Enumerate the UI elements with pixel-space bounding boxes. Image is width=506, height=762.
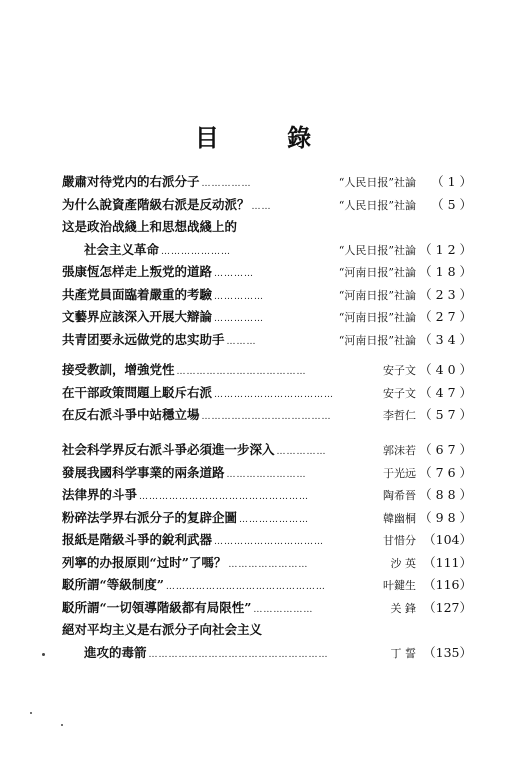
toc-leader-dots: ……: [251, 201, 272, 212]
toc-leader-dots: ………: [226, 336, 257, 347]
toc-entry-title: 共產党員面臨着嚴重的考驗: [62, 286, 213, 302]
toc-entry-title: 在干部政策問題上駁斥右派: [62, 384, 213, 400]
toc-leader-dots: ……………: [214, 314, 265, 324]
toc-entry: [62, 383, 472, 406]
toc-entry-page: （ 4 7 ）: [419, 384, 472, 400]
toc-entry-title: 進攻的毒箭: [84, 644, 147, 660]
toc-entry: [62, 285, 472, 308]
toc-entry-page: （ 9 8 ）: [419, 509, 472, 525]
toc-entry-page: （127）: [423, 599, 472, 615]
toc-entry-page: （ 4 0 ）: [419, 362, 472, 377]
toc-entry-page: （ 1 8 ）: [419, 264, 472, 279]
toc-entry-page: （104）: [423, 532, 472, 547]
toc-leader-dots: …………………: [161, 246, 232, 257]
toc-entry: [62, 463, 472, 486]
toc-entry-title: 为什么說資產階級右派是反动派？: [62, 196, 250, 212]
toc-leader-dots: ……………: [214, 291, 265, 302]
toc-entry-page: （ 3 4 ）: [419, 331, 472, 347]
toc-entry-page: （ 2 3 ）: [419, 286, 472, 302]
toc-entry-source: “河南日报”社論: [338, 266, 416, 279]
toc-section-articles: [62, 440, 472, 665]
toc-entry-title: 社会主义革命: [84, 241, 160, 257]
toc-entry-title: 發展我國科学事業的兩条道路: [62, 464, 225, 480]
toc-entry-title: 嚴肅对待党内的右派分子: [62, 174, 200, 189]
toc-entry: [62, 262, 472, 285]
toc-entry-source: 李哲仁: [383, 409, 416, 422]
toc-entry-source: 安子文: [383, 364, 416, 377]
toc-leader-dots: …………………: [239, 514, 310, 525]
toc-leader-dots: ………………………………………………: [148, 649, 329, 660]
toc-entry-title: 在反右派斗爭中站穩立場: [62, 407, 200, 422]
toc-leader-dots: ………………: [253, 604, 314, 615]
toc-entry-page: （ 2 7 ）: [419, 309, 472, 324]
toc-entry-source: 丁 誓: [390, 646, 416, 660]
toc-leader-dots: ……………: [276, 447, 327, 457]
toc-entry-page: （135）: [423, 644, 472, 660]
toc-entry-title: 社会科学界反右派斗爭必須進一步深入: [62, 442, 275, 457]
toc-entry-source: 沙 英: [390, 556, 416, 570]
toc-entry-title: 接受教訓，增強党性: [62, 362, 175, 377]
toc-leader-dots: …………………………………………: [165, 582, 326, 592]
toc-leader-dots: ……………………: [226, 469, 307, 480]
toc-entry-page: （ 1 2 ）: [419, 241, 472, 257]
toc-entry-source: “河南日报”社論: [338, 288, 416, 302]
toc-entry-page: （ 5 7 ）: [419, 407, 472, 422]
toc-entry-source: 于光远: [383, 466, 416, 480]
toc-entry: [62, 508, 472, 531]
toc-entry: [62, 405, 472, 428]
toc-entry: [62, 598, 472, 621]
toc-entry: [62, 485, 472, 508]
toc-leader-dots: ……………: [201, 179, 252, 189]
toc-entry-source: “河南日报”社論: [338, 311, 416, 324]
toc-entry: [62, 195, 472, 218]
toc-entry: [62, 440, 472, 463]
toc-entry-title: 文藝界应該深入开展大辯論: [62, 309, 213, 324]
toc-leader-dots: ……………………………………………: [139, 492, 310, 502]
toc-leader-dots: ……………………: [228, 559, 309, 570]
toc-entry: [62, 553, 472, 576]
toc-entry-page: （ 5 ）: [431, 196, 472, 212]
toc-entry: [62, 307, 472, 330]
toc-entry-source: “人民日报”社論: [338, 176, 416, 189]
toc-entry-source: 关 鋒: [390, 601, 416, 615]
toc-entry-source: “河南日报”社論: [338, 333, 416, 347]
page-title: 目 錄: [194, 123, 342, 152]
toc-entry: [62, 240, 472, 263]
toc-entry: [62, 643, 472, 666]
toc-entry-page: （ 7 6 ）: [419, 464, 472, 480]
toc-section-editorials: [62, 172, 472, 352]
toc-entry-source: “人民日报”社論: [338, 198, 416, 212]
toc-entry: [62, 575, 472, 598]
toc-entry-title: 絕对平均主义是右派分子向社会主义: [62, 622, 263, 637]
toc-entry-source: 叶鍵生: [383, 579, 416, 592]
toc-leader-dots: …………: [214, 269, 255, 279]
toc-entry-title: 共青团要永远做党的忠实助手: [62, 331, 225, 347]
toc-entry-source: 陶希晉: [383, 489, 416, 502]
toc-leader-dots: …………………………………: [176, 367, 307, 377]
toc-entry-page: （116）: [423, 577, 472, 592]
toc-entry-page: （ 6 7 ）: [419, 442, 472, 457]
toc-entry-page: （111）: [423, 554, 472, 570]
toc-entry-source: 郭沫若: [383, 444, 416, 457]
toc-entry-source: 安子文: [383, 386, 416, 400]
toc-entry: [62, 330, 472, 353]
toc-entry-source: “人民日报”社論: [338, 243, 416, 257]
toc-entry: [62, 172, 472, 195]
toc-entry-source: 甘惜分: [383, 534, 416, 547]
toc-entry-title: 列寧的办报原則“过时”了嗎？: [62, 554, 227, 570]
toc-entry-title: 駁所謂“一切領導階級都有局限性”: [62, 599, 252, 615]
toc-leader-dots: ………………………………: [214, 389, 335, 400]
toc-entry-title: 法律界的斗爭: [62, 487, 138, 502]
toc-section-party: [62, 360, 472, 428]
toc-entry-source: 韓幽桐: [383, 511, 416, 525]
scan-speck: [42, 653, 45, 656]
toc-entry-title: 这是政治战綫上和思想战綫上的: [62, 219, 238, 234]
toc-entry-title: 張康恆怎样走上叛党的道路: [62, 264, 213, 279]
scan-speck: [61, 724, 63, 726]
toc-entry: [62, 217, 472, 240]
toc-entry: [62, 620, 472, 643]
toc-leader-dots: ……………………………: [214, 537, 325, 547]
scan-speck: [30, 712, 32, 714]
toc-entry: [62, 360, 472, 383]
toc-entry: [62, 530, 472, 553]
toc-entry-title: 粉碎法学界右派分子的复辟企圖: [62, 509, 238, 525]
toc-entry-page: （ 8 8 ）: [419, 487, 472, 502]
toc-leader-dots: …………………………………: [201, 412, 332, 422]
toc-entry-page: （ 1 ）: [431, 174, 472, 189]
toc-entry-title: 駁所謂“等級制度”: [62, 577, 164, 592]
toc-entry-title: 报紙是階級斗爭的銳利武器: [62, 532, 213, 547]
